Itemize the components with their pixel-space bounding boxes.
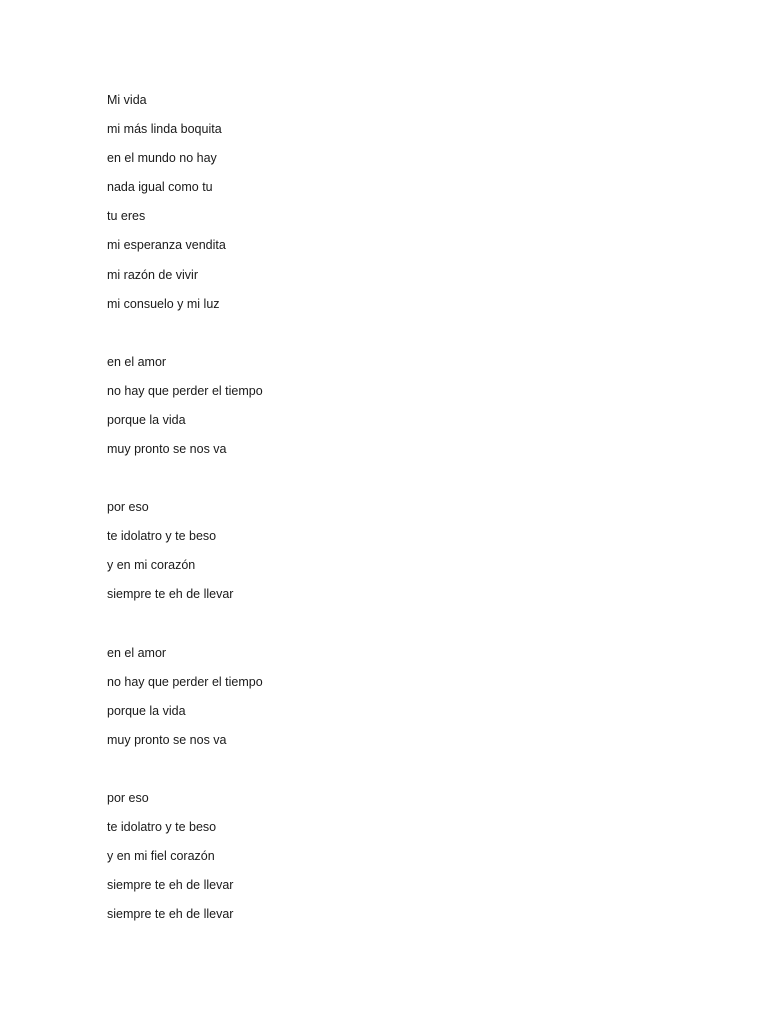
poem-line: muy pronto se nos va — [107, 732, 227, 747]
poem-line: mi más linda boquita — [107, 122, 222, 137]
stanza-3 — [107, 497, 263, 613]
stanza-1 — [107, 90, 263, 323]
poem-line: en el mundo no hay — [107, 151, 217, 166]
poem-line: tu eres — [107, 209, 146, 224]
poem-line: te idolatro y te beso — [107, 529, 217, 544]
stanza-5 — [107, 788, 263, 933]
poem-line: mi consuelo y mi luz — [107, 296, 220, 311]
poem-line: muy pronto se nos va — [107, 442, 227, 457]
poem-line: y en mi fiel corazón — [107, 849, 215, 864]
poem-line: no hay que perder el tiempo — [107, 383, 263, 398]
poem-line: siempre te eh de llevar — [107, 878, 234, 893]
poem-line: Mi vida — [107, 93, 147, 107]
poem-text — [107, 90, 263, 933]
poem-line: nada igual como tu — [107, 180, 213, 195]
poem-line: siempre te eh de llevar — [107, 907, 234, 922]
poem-line: por eso — [107, 500, 149, 515]
stanza-2 — [107, 352, 263, 468]
poem-line: mi esperanza vendita — [107, 238, 226, 253]
poem-line: porque la vida — [107, 703, 186, 718]
poem-line: por eso — [107, 790, 149, 805]
poem-line: en el amor — [107, 354, 167, 369]
poem-line: porque la vida — [107, 412, 186, 427]
poem-line: mi razón de vivir — [107, 267, 198, 282]
stanza-4 — [107, 643, 263, 759]
poem-line: y en mi corazón — [107, 558, 196, 573]
poem-line: en el amor — [107, 645, 167, 660]
poem-line: no hay que perder el tiempo — [107, 674, 263, 689]
poem-line: te idolatro y te beso — [107, 819, 217, 834]
poem-line: siempre te eh de llevar — [107, 587, 234, 602]
